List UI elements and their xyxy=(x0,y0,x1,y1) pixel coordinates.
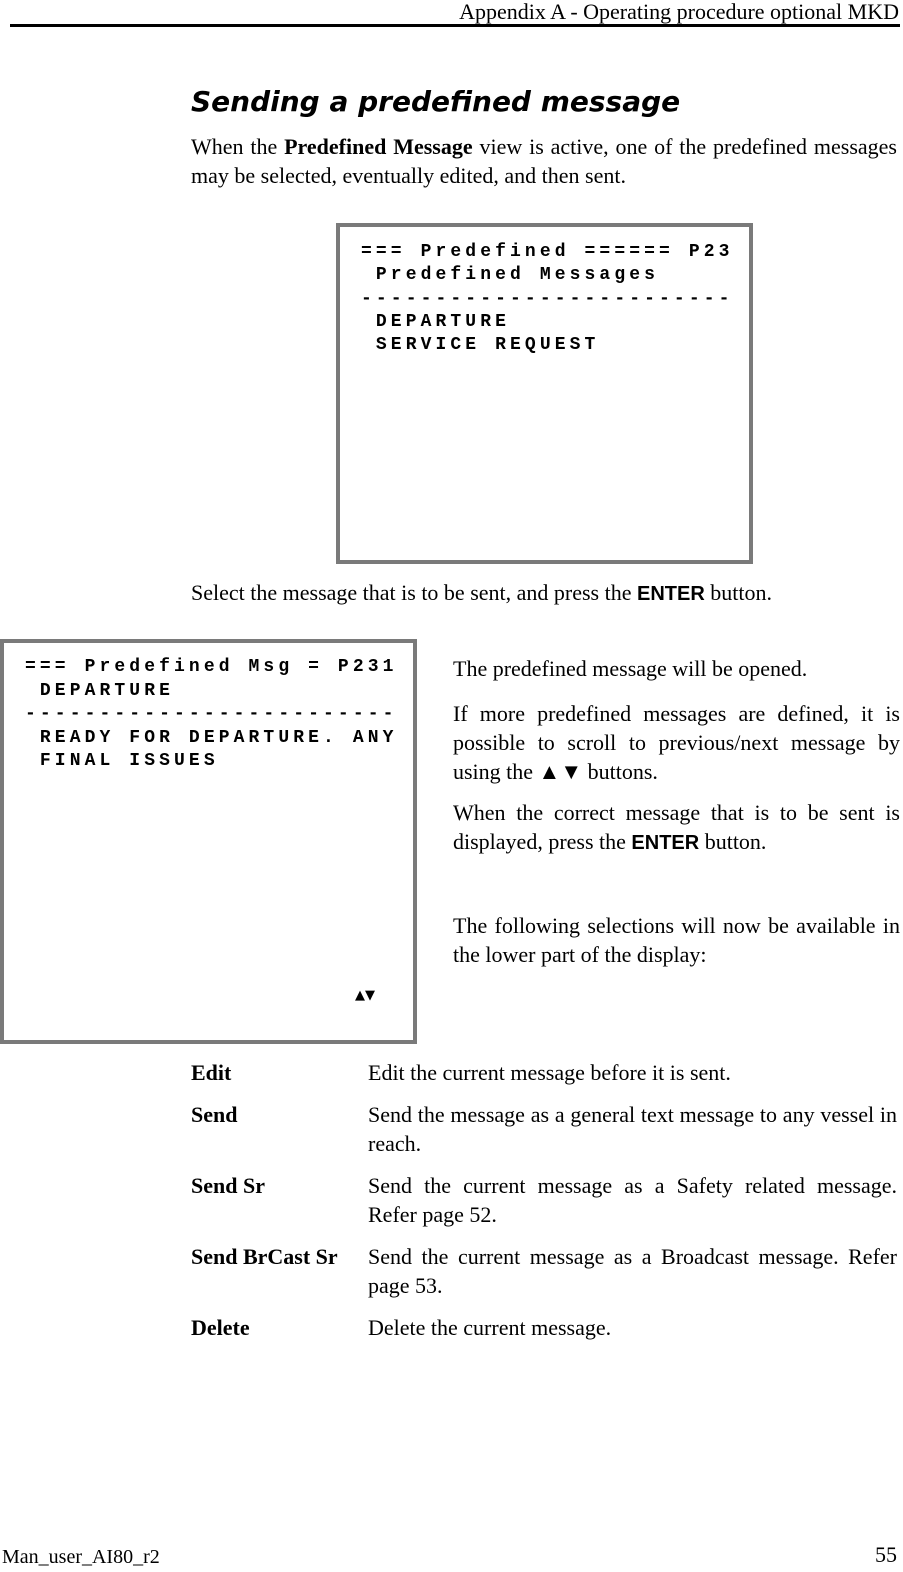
right-col-p3-before: When the correct message that is to be sent is displayed, press the xyxy=(453,800,900,854)
right-col-p1: The predefined message will be opened. xyxy=(453,656,808,681)
select-text-after: button. xyxy=(704,580,773,605)
option-description: Send the current message as a Broadcast message. Refer page 53. xyxy=(368,1244,897,1298)
screen-line: DEPARTURE xyxy=(25,681,175,701)
option-row xyxy=(191,1171,897,1242)
option-term: Send BrCast Sr xyxy=(191,1244,338,1269)
intro-text-after: view is active, one of the predefined messages may be selected, eventually edited, and then sent. xyxy=(191,134,897,188)
enter-key-label: ENTER xyxy=(631,832,700,854)
screen-line: FINAL ISSUES xyxy=(25,751,219,771)
option-term: Send Sr xyxy=(191,1173,265,1198)
option-term: Edit xyxy=(191,1060,232,1085)
selection-options-table xyxy=(191,1058,897,1342)
right-col-p2: If more predefined messages are defined, it is possible to scroll to previous/next message by using the ▲▼ buttons. xyxy=(453,701,900,784)
option-row xyxy=(191,1100,897,1171)
screen-line: DEPARTURE xyxy=(361,312,511,332)
screen-line: ------------------------- xyxy=(361,289,734,309)
select-instruction xyxy=(191,578,897,609)
screen-line: READY FOR DEPARTURE. ANY xyxy=(25,728,398,748)
section-title: Sending a predefined message xyxy=(191,85,681,118)
footer-doc-id: Man_user_AI80_r2 xyxy=(2,1546,160,1568)
header-rule xyxy=(10,24,900,27)
display-screen-predefined-list xyxy=(336,223,753,564)
option-row xyxy=(191,1313,897,1342)
enter-key-label: ENTER xyxy=(637,583,705,605)
select-text-before: Select the message that is to be sent, and press the xyxy=(191,580,637,605)
screen-line: === Predefined ====== P23 xyxy=(361,242,734,262)
option-description: Send the current message as a Safety related message. Refer page 52. xyxy=(368,1173,897,1227)
option-description: Edit the current message before it is sent. xyxy=(368,1060,731,1085)
screen-line: SERVICE REQUEST xyxy=(361,335,600,355)
running-header: Appendix A - Operating procedure optional MKD xyxy=(459,0,899,24)
right-col-p3 xyxy=(453,798,900,858)
option-description: Delete the current message. xyxy=(368,1315,612,1340)
option-row xyxy=(191,1058,897,1100)
screen-line: ------------------------- xyxy=(25,704,398,724)
right-col-p4: The following selections will now be available in the lower part of the display: xyxy=(453,913,900,967)
right-col-p3-after: button. xyxy=(699,829,767,854)
page-number: 55 xyxy=(875,1542,897,1567)
intro-bold-term: Predefined Message xyxy=(284,134,473,159)
display-screen-predefined-msg xyxy=(0,639,417,1044)
option-term: Delete xyxy=(191,1315,250,1340)
screen-line: Predefined Messages xyxy=(361,265,660,285)
option-term: Send xyxy=(191,1102,238,1127)
option-row xyxy=(191,1242,897,1313)
intro-paragraph xyxy=(191,132,897,190)
screen-line: === Predefined Msg = P231 xyxy=(25,657,398,677)
intro-text-before: When the xyxy=(191,134,285,159)
scroll-arrows-icon: ▲▼ xyxy=(355,988,375,1003)
option-description: Send the message as a general text message to any vessel in reach. xyxy=(368,1102,897,1156)
